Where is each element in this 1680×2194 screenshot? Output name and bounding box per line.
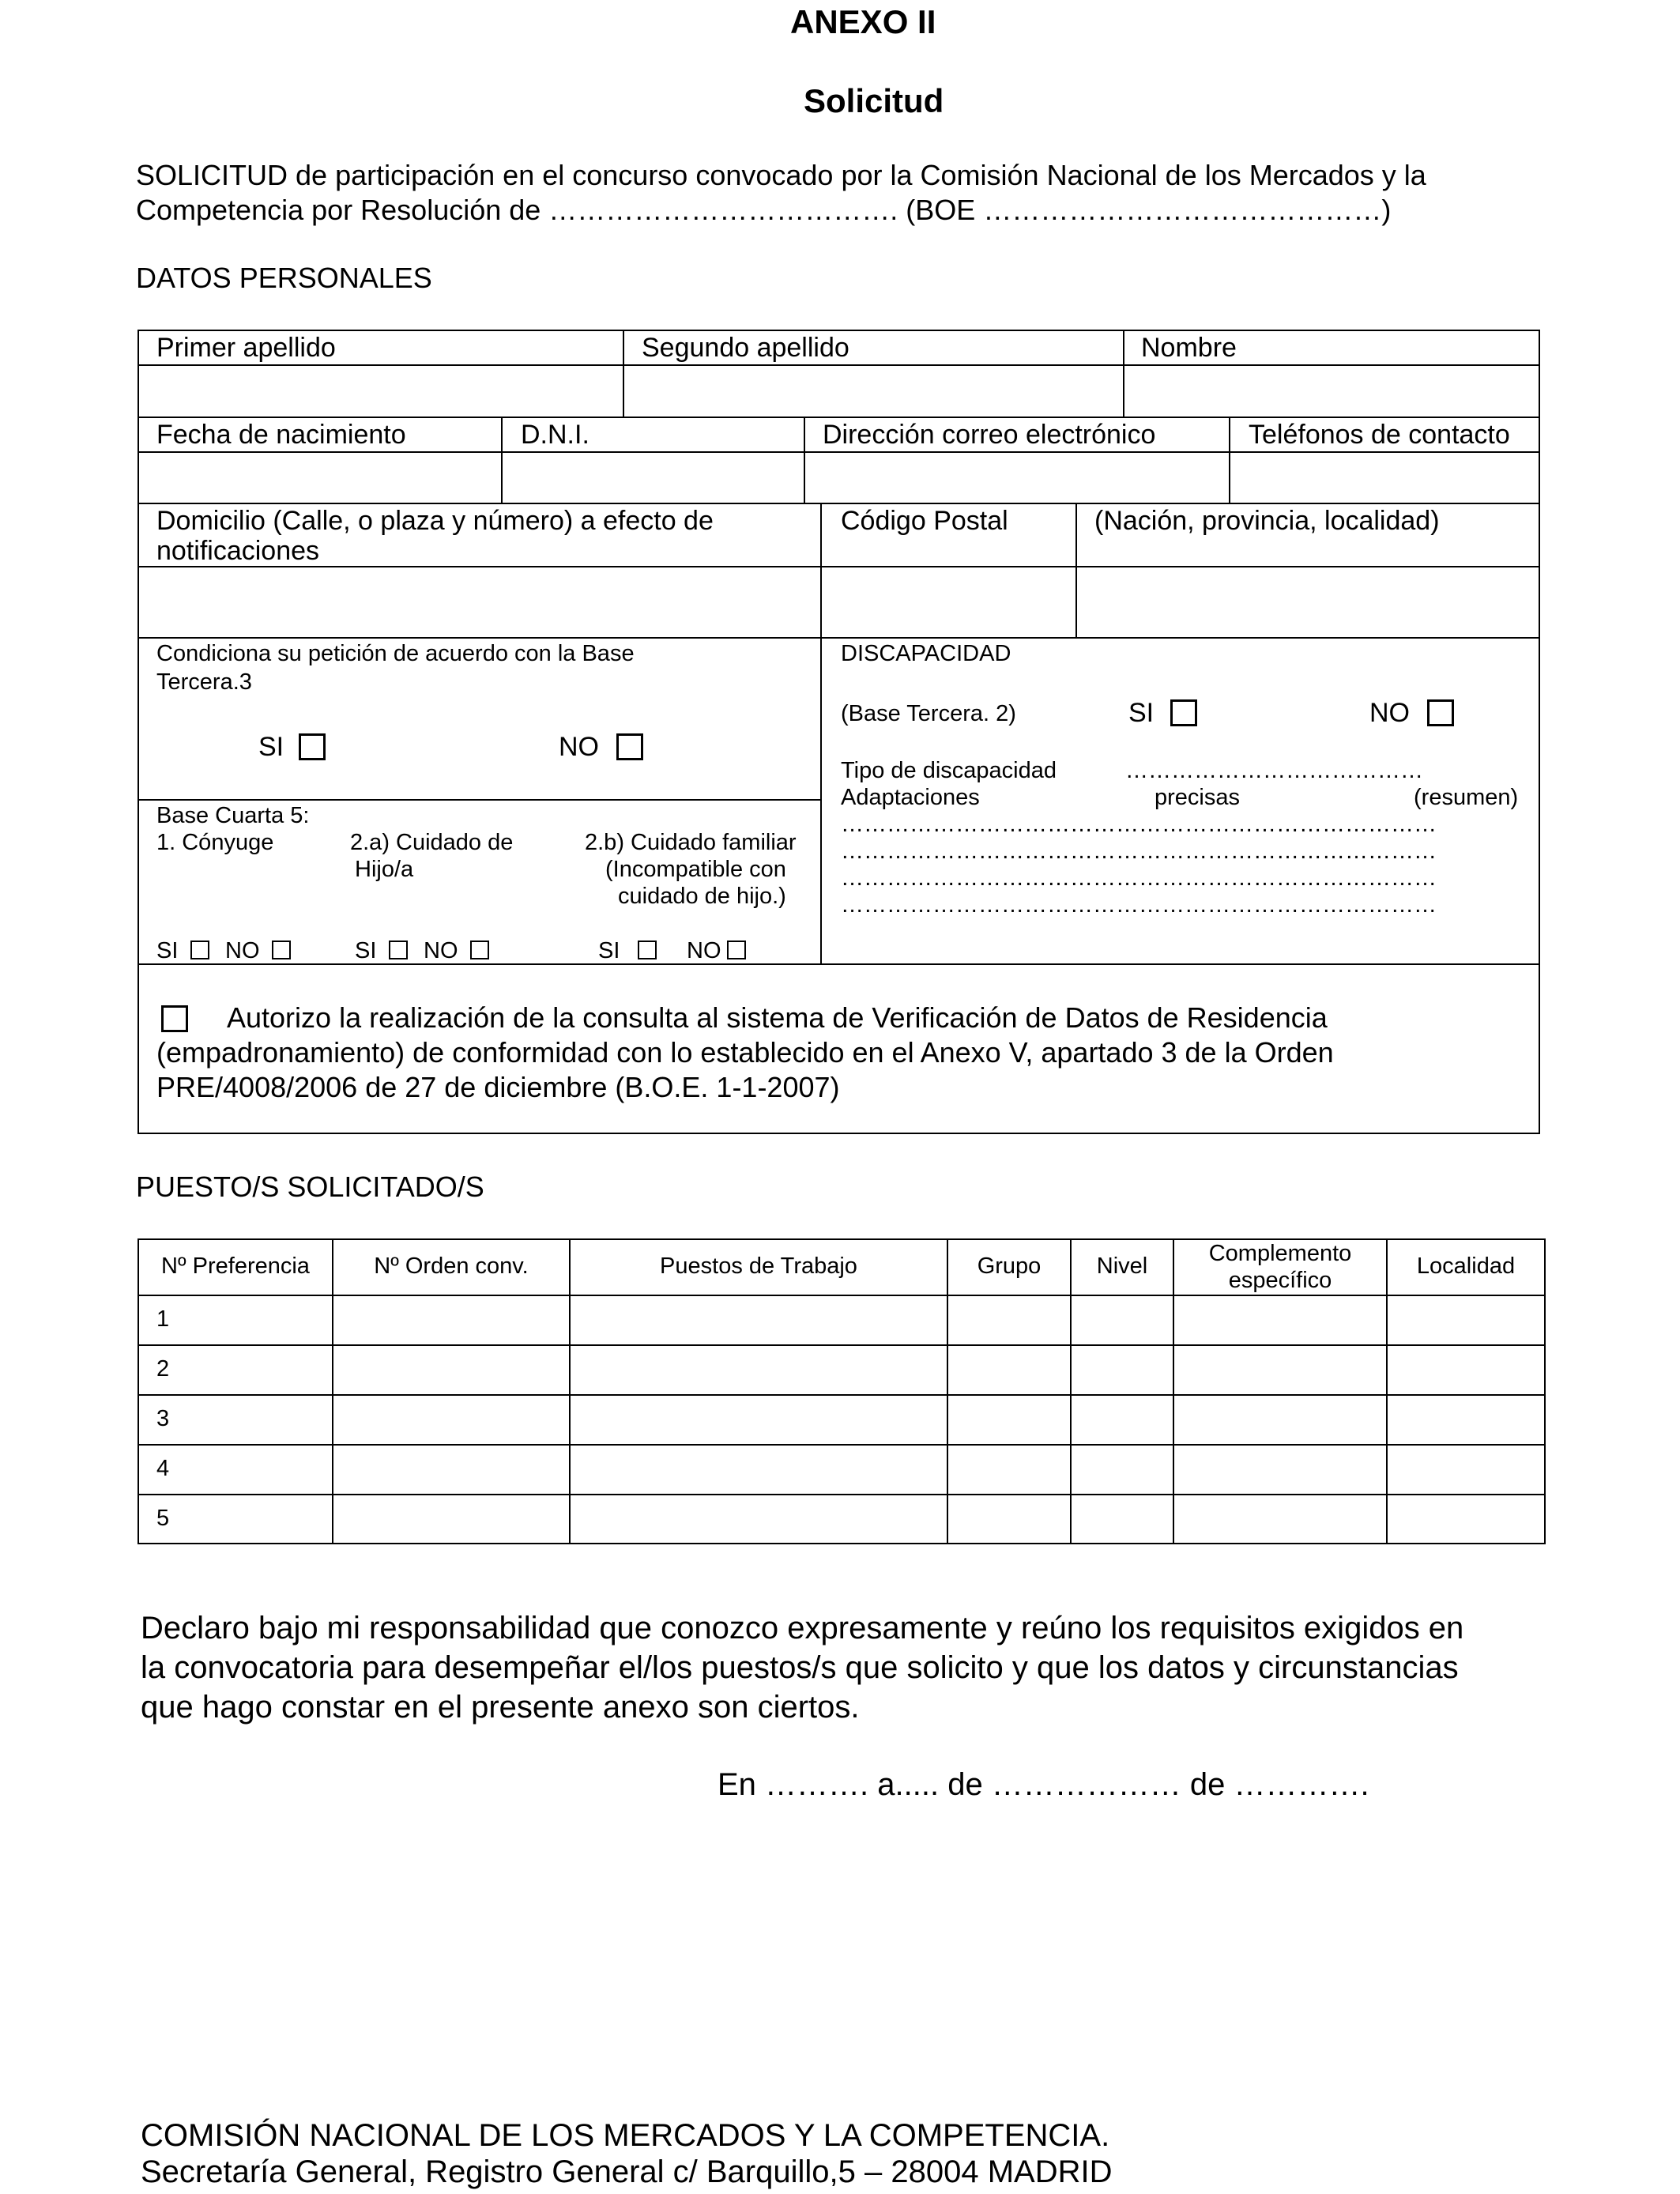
discapacidad-label: DISCAPACIDAD	[841, 641, 1011, 666]
familiar-si-label: SI	[598, 938, 620, 963]
discapacidad-no-checkbox[interactable]	[1427, 699, 1454, 726]
correo-field[interactable]	[807, 454, 1227, 501]
base-tercera-2-label: (Base Tercera. 2)	[841, 701, 1016, 726]
conyuge-si-label: SI	[156, 938, 179, 963]
discapacidad-si-checkbox[interactable]	[1170, 699, 1197, 726]
col-localidad-header: Localidad	[1416, 1253, 1516, 1279]
domicilio-label-1: Domicilio (Calle, o plaza y número) a efecto de	[156, 506, 714, 536]
table-row-number: 2	[156, 1356, 170, 1382]
discapacidad-si-label: SI	[1128, 698, 1155, 728]
hijo-si-checkbox[interactable]	[389, 941, 408, 959]
cuidado-familiar-label-3: cuidado de hijo.)	[618, 884, 786, 909]
domicilio-field[interactable]	[141, 569, 819, 635]
table-row[interactable]	[335, 1397, 1543, 1442]
footer-line-1: COMISIÓN NACIONAL DE LOS MERCADOS Y LA COMPETENCIA.	[141, 2118, 1110, 2153]
condiciona-label-1: Condiciona su petición de acuerdo con la Base	[156, 641, 635, 666]
dni-label: D.N.I.	[521, 420, 590, 450]
table-row[interactable]	[335, 1298, 1543, 1343]
intro-line-2: Competencia por Resolución de ………………………………. (BOE ……………………………………)	[136, 194, 1392, 226]
tipo-discapacidad-label: Tipo de discapacidad	[841, 758, 1057, 783]
conyuge-no-label: NO	[225, 938, 260, 963]
domicilio-label-2: notificaciones	[156, 536, 320, 566]
base-cuarta-label: Base Cuarta 5:	[156, 803, 310, 828]
cuidado-familiar-label-2: (Incompatible con	[605, 857, 786, 882]
cuidado-hijo-label-1: 2.a) Cuidado de	[350, 830, 514, 855]
fecha-nacimiento-field[interactable]	[141, 454, 499, 501]
intro-line-1: SOLICITUD de participación en el concurso convocado por la Comisión Nacional de los Mercados y la	[136, 159, 1426, 191]
declaracion-line-2: la convocatoria para desempeñar el/los puestos/s que solicito y que los datos y circunstancias	[141, 1650, 1459, 1685]
datos-personales-heading: DATOS PERSONALES	[136, 262, 432, 294]
table-row[interactable]	[335, 1497, 1543, 1541]
hijo-si-label: SI	[355, 938, 377, 963]
fecha-lugar: En ………. a..... de ……………… de ………….	[718, 1767, 1369, 1802]
cuidado-familiar-label-1: 2.b) Cuidado familiar	[585, 830, 797, 855]
discapacidad-no-label: NO	[1369, 698, 1410, 728]
col-grupo-header: Grupo	[977, 1253, 1042, 1279]
declaracion-line-3: que hago constar en el presente anexo son ciertos.	[141, 1690, 860, 1725]
table-row-number: 5	[156, 1506, 170, 1531]
precisas-label: precisas	[1155, 785, 1240, 810]
puestos-heading: PUESTO/S SOLICITADO/S	[136, 1171, 484, 1203]
cuidado-hijo-label-2: Hijo/a	[355, 857, 414, 882]
codigo-postal-field[interactable]	[823, 569, 1074, 635]
declaracion-line-1: Declaro bajo mi responsabilidad que conozco expresamente y reúno los requisitos exigidos en	[141, 1611, 1464, 1646]
autorizo-line-1: Autorizo la realización de la consulta al sistema de Verificación de Datos de Residencia	[227, 1001, 1328, 1034]
col-complemento-header-2: específico	[1228, 1268, 1332, 1293]
hijo-no-label: NO	[424, 938, 458, 963]
condiciona-si-checkbox[interactable]	[299, 733, 326, 760]
primer-apellido-field[interactable]	[141, 368, 621, 415]
adaptaciones-dots-4: ……………………………………………………………………	[841, 892, 1437, 918]
col-nivel-header: Nivel	[1096, 1253, 1148, 1279]
nacion-label: (Nación, provincia, localidad)	[1094, 506, 1440, 536]
tipo-discapacidad-dots: …………………………………	[1125, 758, 1423, 783]
col-orden-header: Nº Orden conv.	[374, 1253, 529, 1279]
adaptaciones-dots-3: ……………………………………………………………………	[841, 865, 1437, 891]
primer-apellido-label: Primer apellido	[156, 333, 336, 363]
resumen-label: (resumen)	[1414, 785, 1519, 810]
segundo-apellido-label: Segundo apellido	[642, 333, 849, 363]
conyuge-label: 1. Cónyuge	[156, 830, 274, 855]
autorizo-line-3: PRE/4008/2006 de 27 de diciembre (B.O.E. 1-1-2007)	[156, 1071, 840, 1103]
col-puestos-header: Puestos de Trabajo	[660, 1253, 857, 1279]
telefonos-field[interactable]	[1232, 454, 1537, 501]
page-subtitle: Solicitud	[804, 82, 944, 119]
col-preferencia-header: Nº Preferencia	[161, 1253, 310, 1279]
adaptaciones-dots-1: ……………………………………………………………………	[841, 812, 1437, 837]
familiar-no-label: NO	[687, 938, 721, 963]
adaptaciones-label: Adaptaciones	[841, 785, 980, 810]
familiar-si-checkbox[interactable]	[638, 941, 657, 959]
nombre-label: Nombre	[1141, 333, 1237, 363]
condiciona-label-2: Tercera.3	[156, 669, 252, 695]
nacion-field[interactable]	[1079, 569, 1537, 635]
segundo-apellido-field[interactable]	[626, 368, 1121, 415]
autorizo-line-2: (empadronamiento) de conformidad con lo establecido en el Anexo V, apartado 3 de la Orden	[156, 1036, 1334, 1069]
codigo-postal-label: Código Postal	[841, 506, 1008, 536]
footer-line-2: Secretaría General, Registro General c/ Barquillo,5 – 28004 MADRID	[141, 2154, 1113, 2189]
page-title: ANEXO II	[790, 3, 936, 40]
table-row-number: 4	[156, 1456, 170, 1481]
col-complemento-header-1: Complemento	[1208, 1241, 1352, 1266]
conyuge-no-checkbox[interactable]	[272, 941, 291, 959]
telefonos-label: Teléfonos de contacto	[1249, 420, 1510, 450]
table-row-number: 3	[156, 1406, 170, 1431]
table-row[interactable]	[335, 1447, 1543, 1492]
table-row-number: 1	[156, 1306, 170, 1332]
condiciona-si-label: SI	[258, 732, 284, 762]
condiciona-no-label: NO	[559, 732, 599, 762]
dni-field[interactable]	[504, 454, 802, 501]
adaptaciones-dots-2: ……………………………………………………………………	[841, 839, 1437, 864]
autorizo-checkbox[interactable]	[161, 1005, 188, 1032]
familiar-no-checkbox[interactable]	[727, 941, 746, 959]
nombre-field[interactable]	[1126, 368, 1537, 415]
conyuge-si-checkbox[interactable]	[190, 941, 209, 959]
fecha-nacimiento-label: Fecha de nacimiento	[156, 420, 406, 450]
hijo-no-checkbox[interactable]	[470, 941, 489, 959]
condiciona-no-checkbox[interactable]	[616, 733, 643, 760]
table-row[interactable]	[335, 1348, 1543, 1393]
correo-label: Dirección correo electrónico	[823, 420, 1156, 450]
